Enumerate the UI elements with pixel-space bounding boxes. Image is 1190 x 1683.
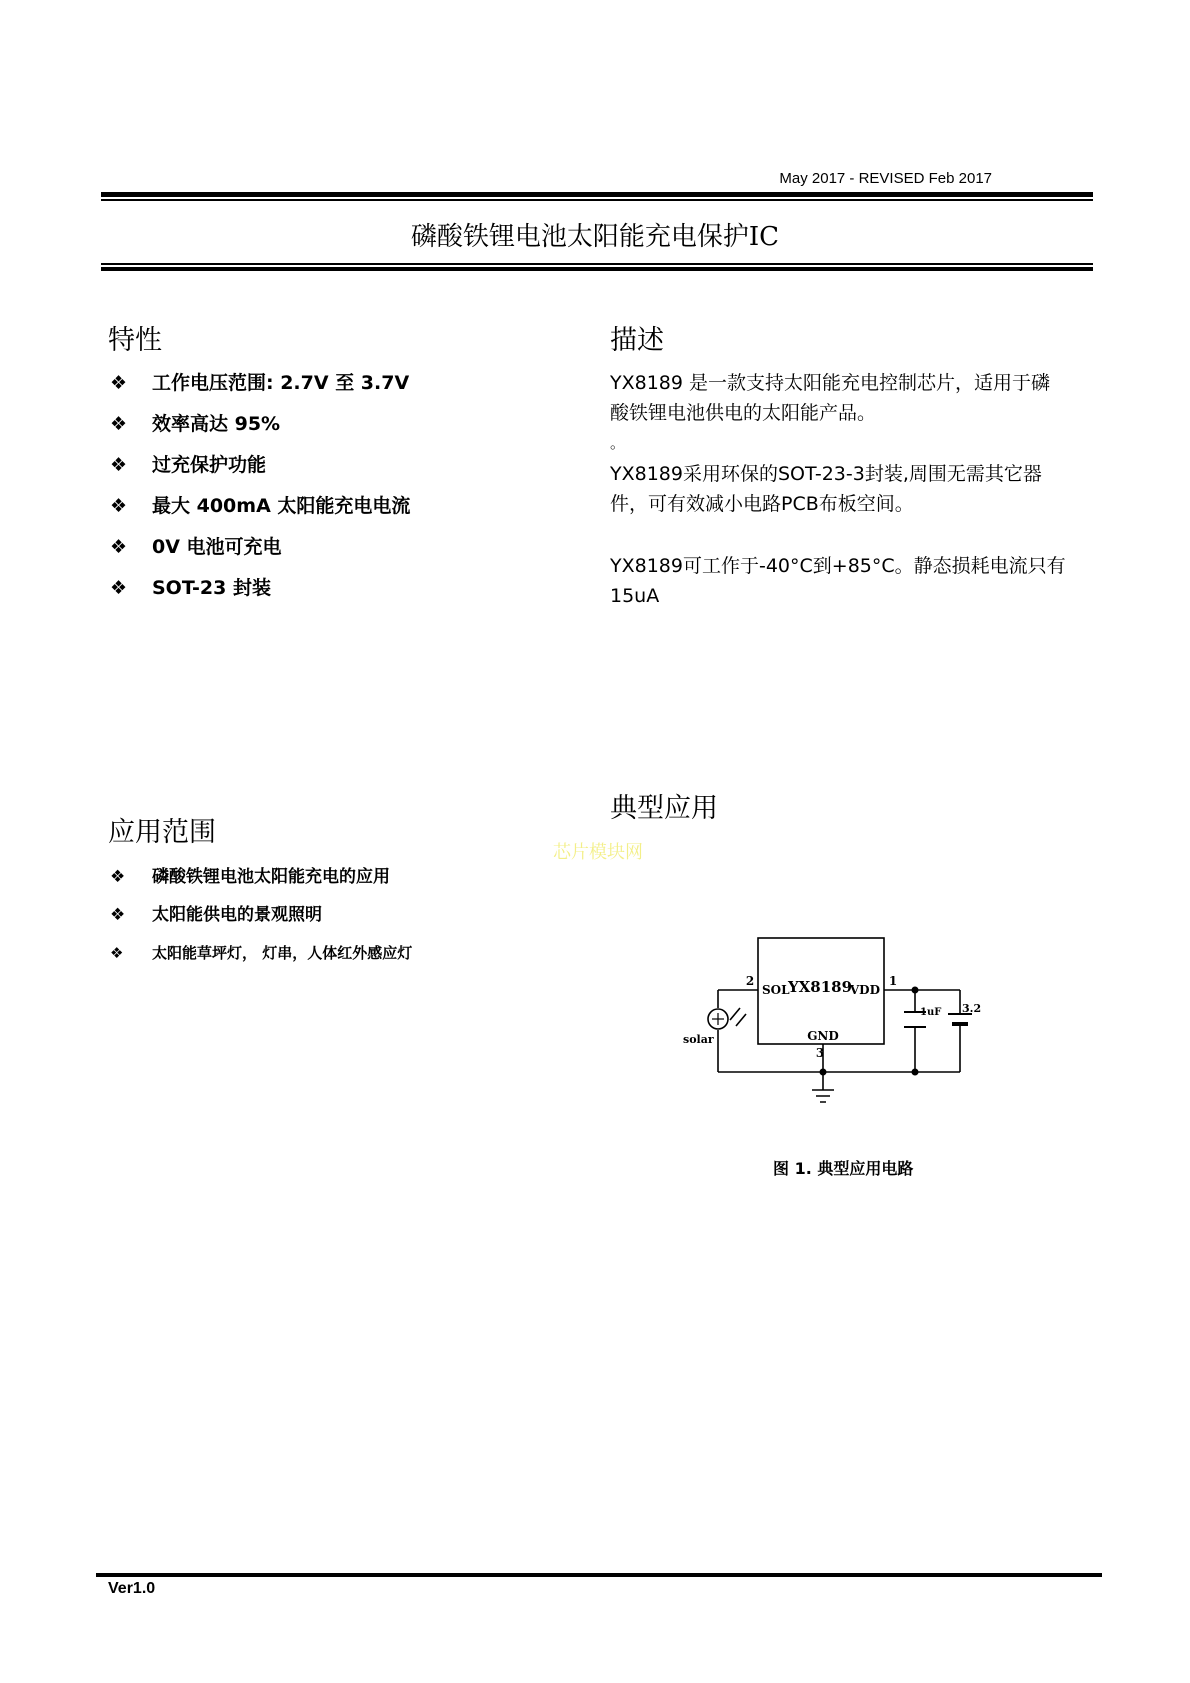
diamond-bullet-icon: ❖ [110,495,128,517]
capacitor-label: 1uF [920,1007,942,1018]
typical-app-heading: 典型应用 [610,793,718,824]
diamond-bullet-icon: ❖ [110,372,128,394]
feature-text: 工作电压范围: 2.7V 至 3.7V [152,372,410,394]
pin-vdd-label: VDD [849,983,880,997]
diamond-bullet-icon: ❖ [110,944,124,962]
diamond-bullet-icon: ❖ [110,867,126,887]
description-body [610,368,1100,611]
document-title: 磷酸铁锂电池太阳能充电保护IC [410,222,780,252]
list-item [110,369,410,410]
pin-number-gnd: 3 [815,1046,825,1060]
pin-gnd-label: GND [807,1029,839,1043]
ground-icon [812,1090,834,1102]
description-line: 件，可有效减小电路PCB布板空间。 [610,493,914,515]
list-item [110,492,410,533]
watermark: 芯片模块网 [553,842,643,863]
revision-date: May 2017 - REVISED Feb 2017 [779,170,992,187]
application-text: 磷酸铁锂电池太阳能充电的应用 [152,867,390,887]
version-label: Ver1.0 [108,1580,156,1597]
diamond-bullet-icon: ❖ [110,905,126,925]
figure-caption: 图 1. 典型应用电路 [773,1159,914,1178]
list-item [110,533,410,574]
top-rule-thin [101,199,1093,201]
feature-text: 过充保护功能 [152,454,267,476]
solar-label: solar [683,1033,714,1046]
application-text: 太阳能草坪灯， 灯串，人体红外感应灯 [152,944,413,962]
applications-list [110,864,412,978]
features-list [110,369,410,615]
diamond-bullet-icon: ❖ [110,577,128,599]
feature-text: 0V 电池可充电 [152,536,282,558]
pin-number-vdd: 1 [888,974,898,988]
description-line: YX8189 是一款支持太阳能充电控制芯片，适用于磷 [610,372,1051,394]
diamond-bullet-icon: ❖ [110,454,128,476]
pin-sol-label: SOL [762,983,790,997]
chip-label: YX8189 [787,978,853,996]
battery-label: 3.2 [962,1002,982,1015]
title-rule-thin [101,263,1093,265]
list-item [110,574,410,615]
feature-text: 最大 400mA 太阳能充电电流 [152,495,411,517]
applications-heading: 应用范围 [108,817,216,848]
title-rule-thick [101,267,1093,271]
top-rule-thick [101,192,1093,197]
feature-text: 效率高达 95% [152,413,281,435]
description-heading: 描述 [610,325,664,356]
diamond-bullet-icon: ❖ [110,413,128,435]
list-item [110,864,412,902]
description-line: 酸铁锂电池供电的太阳能产品。 [610,402,877,424]
description-line: YX8189可工作于-40°C到+85°C。静态损耗电流只有 [610,555,1066,577]
features-heading: 特性 [108,325,162,356]
list-item [110,940,412,978]
pin-number-sol: 2 [745,974,755,988]
diamond-bullet-icon: ❖ [110,536,128,558]
description-line: YX8189采用环保的SOT-23-3封装,周围无需其它器 [610,463,1042,485]
battery-icon [948,1014,972,1024]
list-item [110,410,410,451]
description-line: 。 [610,434,626,452]
footer-rule [96,1573,1102,1577]
list-item [110,451,410,492]
feature-text: SOT-23 封装 [152,577,271,599]
list-item [110,902,412,940]
application-text: 太阳能供电的景观照明 [152,905,322,925]
description-line: 15uA [610,585,660,607]
typical-application-circuit [670,920,990,1110]
